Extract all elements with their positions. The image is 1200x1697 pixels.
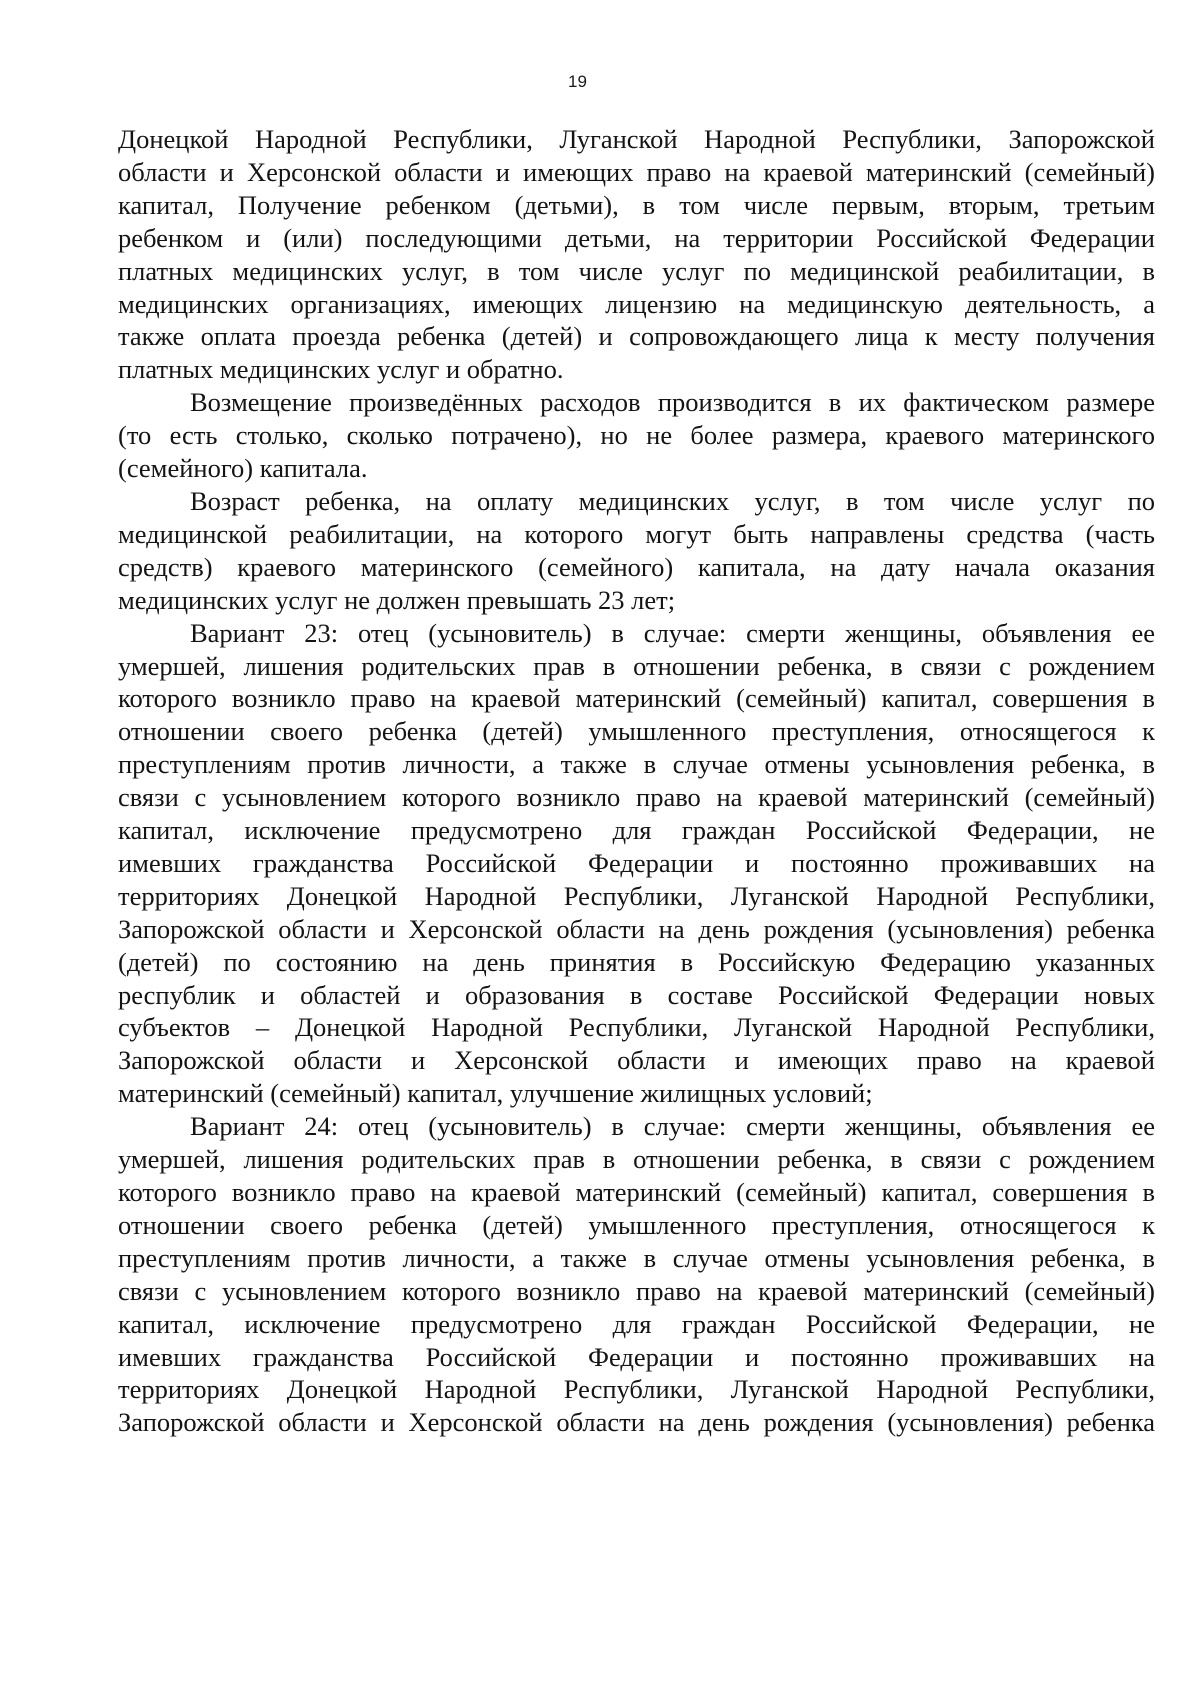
text-line: имевших гражданства Российской Федерации и постоянно проживавших на xyxy=(118,847,1155,878)
text-line: которого возникло право на краевой материнский (семейный) капитал, совершения в xyxy=(118,683,1155,714)
text-line: умершей, лишения родительских прав в отношении ребенка, в связи с рождением xyxy=(118,650,1155,681)
text-line: которого возникло право на краевой материнский (семейный) капитал, совершения в xyxy=(118,1177,1155,1207)
text-line: платных медицинских услуг и обратно. xyxy=(118,354,564,385)
text-line: отношении своего ребенка (детей) умышленного преступления, относящегося к xyxy=(118,716,1155,747)
text-line: республик и областей и образования в составе Российской Федерации новых xyxy=(118,979,1155,1010)
text-line: капитал, исключение предусмотрено для граждан Российской Федерации, не xyxy=(118,815,1155,846)
text-line: Запорожской области и Херсонской области на день рождения (усыновления) ребенка xyxy=(118,1407,1155,1438)
text-line: капитал, Получение ребенком (детьми), в том числе первым, вторым, третьим xyxy=(118,189,1155,220)
paragraph xyxy=(118,386,1155,485)
paragraph xyxy=(118,123,1155,386)
paragraph xyxy=(118,1110,1155,1439)
text-line: территориях Донецкой Народной Республики, Луганской Народной Республики, xyxy=(118,1374,1155,1405)
paragraph xyxy=(118,485,1155,617)
paragraph xyxy=(118,617,1155,1111)
text-line: (семейного) капитала. xyxy=(118,453,368,484)
document-body xyxy=(118,123,1155,1439)
text-line: Донецкой Народной Республики, Луганской Народной Республики, Запорожской xyxy=(118,124,1155,154)
text-line: (то есть столько, сколько потрачено), но не более размера, краевого материнского xyxy=(118,420,1155,451)
text-line: (детей) по состоянию на день принятия в Российскую Федерацию указанных xyxy=(118,946,1155,977)
text-line: материнский (семейный) капитал, улучшение жилищных условий; xyxy=(118,1078,873,1109)
text-line: Возраст ребенка, на оплату медицинских услуг, в том числе услуг по xyxy=(190,485,1155,516)
text-line: связи с усыновлением которого возникло право на краевой материнский (семейный) xyxy=(118,782,1155,813)
text-line: Запорожской области и Херсонской области и имеющих право на краевой xyxy=(118,1045,1155,1076)
text-line: связи с усыновлением которого возникло право на краевой материнский (семейный) xyxy=(118,1275,1155,1306)
text-line: области и Херсонской области и имеющих право на краевой материнский (семейный) xyxy=(118,156,1155,187)
text-line: медицинских услуг не должен превышать 23 лет; xyxy=(118,584,676,615)
text-line: средств) краевого материнского (семейного) капитала, на дату начала оказания xyxy=(118,551,1155,582)
text-line: медицинских организациях, имеющих лицензию на медицинскую деятельность, а xyxy=(118,288,1155,319)
text-line: преступлениям против личности, а также в случае отмены усыновления ребенка, в xyxy=(118,749,1155,780)
text-line: медицинской реабилитации, на которого могут быть направлены средства (часть xyxy=(118,518,1155,549)
text-line: отношении своего ребенка (детей) умышленного преступления, относящегося к xyxy=(118,1209,1155,1240)
text-line: Вариант 24: отец (усыновитель) в случае: смерти женщины, объявления ее xyxy=(190,1111,1155,1142)
text-line: платных медицинских услуг, в том числе услуг по медицинской реабилитации, в xyxy=(118,255,1155,286)
text-line: также оплата проезда ребенка (детей) и сопровождающего лица к месту получения xyxy=(118,321,1155,352)
text-line: умершей, лишения родительских прав в отношении ребенка, в связи с рождением xyxy=(118,1144,1155,1175)
page-number: 19 xyxy=(568,72,587,91)
text-line: капитал, исключение предусмотрено для граждан Российской Федерации, не xyxy=(118,1308,1155,1339)
text-line: Вариант 23: отец (усыновитель) в случае: смерти женщины, объявления ее xyxy=(190,617,1155,648)
text-line: территориях Донецкой Народной Республики, Луганской Народной Республики, xyxy=(118,880,1155,911)
text-line: преступлениям против личности, а также в случае отмены усыновления ребенка, в xyxy=(118,1242,1155,1273)
text-line: Возмещение произведённых расходов производится в их фактическом размере xyxy=(190,387,1155,418)
text-line: имевших гражданства Российской Федерации и постоянно проживавших на xyxy=(118,1341,1155,1372)
text-line: ребенком и (или) последующими детьми, на территории Российской Федерации xyxy=(118,222,1155,253)
text-line: Запорожской области и Херсонской области на день рождения (усыновления) ребенка xyxy=(118,913,1155,944)
text-line: субъектов – Донецкой Народной Республики, Луганской Народной Республики, xyxy=(118,1012,1155,1043)
